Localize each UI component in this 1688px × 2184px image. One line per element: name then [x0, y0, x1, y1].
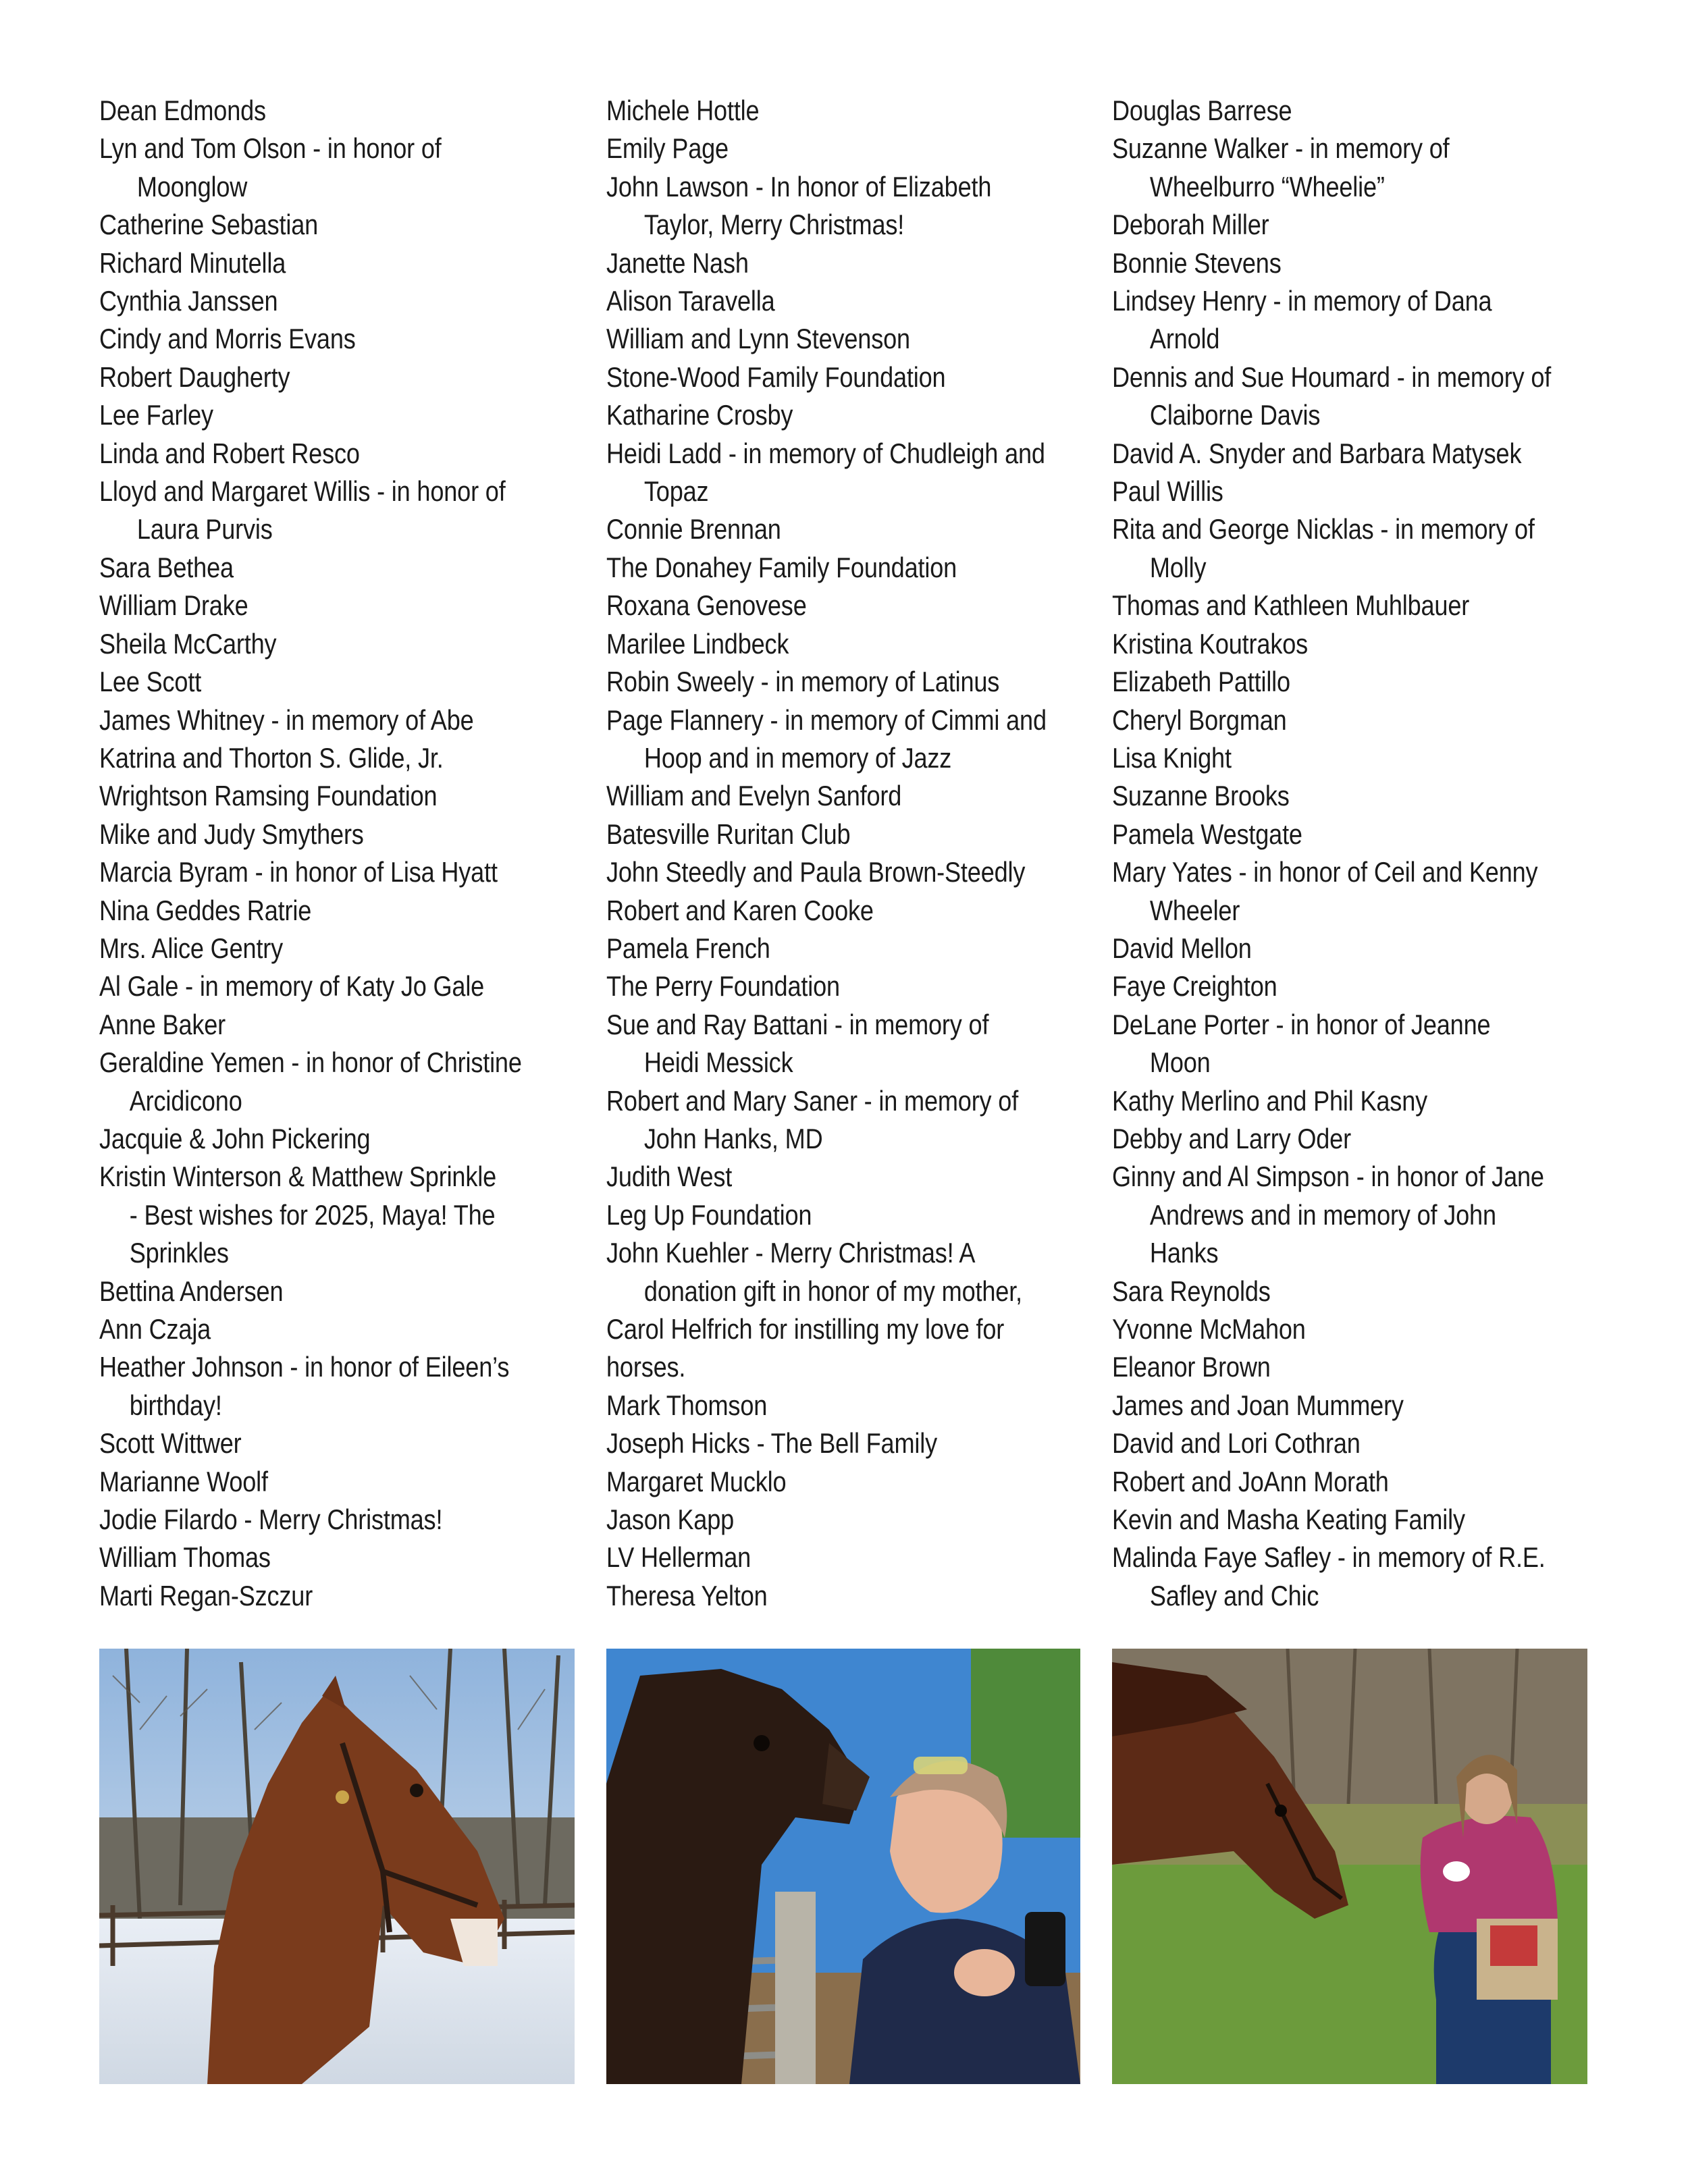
donor-name: Heidi Ladd - in memory of Chudleigh and [606, 437, 1045, 469]
donor-name: William and Evelyn Sanford [606, 780, 902, 812]
donor-name: Robert and Karen Cooke [606, 894, 874, 926]
donor-name: Sara Reynolds [1112, 1275, 1271, 1307]
donor-entry [1112, 358, 1552, 435]
donor-name: Geraldine Yemen - in honor of Christine [99, 1046, 522, 1079]
donor-entry [1112, 1082, 1530, 1120]
donor-entry [1112, 701, 1530, 739]
donor-name: John Kuehler - Merry Christmas! A [606, 1237, 976, 1269]
donor-dedication-line: - Best wishes for 2025, Maya! The [129, 1198, 496, 1231]
donor-name: Judith West [606, 1161, 733, 1193]
donor-entry [606, 892, 1024, 930]
donor-entry [99, 930, 517, 967]
donor-entry [99, 1158, 517, 1272]
donor-entry [99, 853, 517, 891]
donor-name: Heather Johnson - in honor of Eileen’s [99, 1351, 510, 1383]
donor-name: James Whitney - in memory of Abe [99, 703, 474, 736]
donor-entry [606, 587, 1024, 624]
donor-entry [606, 549, 1024, 587]
donor-name: Connie Brennan [606, 513, 781, 545]
donor-entry [99, 1310, 517, 1348]
donor-name: Sheila McCarthy [99, 627, 277, 660]
donor-entry [99, 892, 517, 930]
donor-entry [1112, 1158, 1544, 1272]
donor-entry [606, 1006, 1024, 1082]
donor-entry [99, 587, 517, 624]
donor-entry [606, 358, 1024, 396]
donor-name: Bettina Andersen [99, 1275, 284, 1307]
donor-name: Sue and Ray Battani - in memory of [606, 1008, 989, 1040]
donor-name: Michele Hottle [606, 95, 760, 126]
donor-name: Richard Minutella [99, 246, 286, 279]
donor-entry [99, 1463, 517, 1501]
donor-name: Mrs. Alice Gentry [99, 932, 284, 964]
donor-entry [606, 1424, 1024, 1462]
donor-name: Deborah Miller [1112, 209, 1269, 241]
donor-dedication-line: Taylor, Merry Christmas! [643, 209, 905, 241]
donor-name: David Mellon [1112, 932, 1252, 964]
horse-field-image [1112, 1649, 1587, 2084]
donor-entry [99, 777, 517, 815]
donor-name: James and Joan Mummery [1112, 1389, 1404, 1421]
donor-dedication-line: Moonglow [136, 170, 248, 203]
donor-entry [606, 168, 1024, 244]
donor-entry [606, 320, 1024, 358]
donor-entry [99, 396, 517, 434]
donor-entry [606, 435, 1045, 511]
donor-dedication-line: Andrews and in memory of John [1149, 1198, 1496, 1231]
donor-name: David A. Snyder and Barbara Matysek [1112, 437, 1522, 469]
donor-entry [1112, 1348, 1530, 1386]
donor-entry [99, 1120, 517, 1158]
donor-entry [606, 1196, 1024, 1234]
donor-name: Linda and Robert Resco [99, 437, 360, 469]
donor-name: Marcia Byram - in honor of Lisa Hyatt [99, 856, 498, 888]
donor-name: Leg Up Foundation [606, 1198, 812, 1231]
donor-entry [1112, 967, 1530, 1005]
donor-name: Alison Taravella [606, 285, 775, 317]
donor-name: Jacquie & John Pickering [99, 1122, 371, 1154]
donor-name: Catherine Sebastian [99, 209, 319, 241]
donor-entry [606, 1310, 1024, 1348]
donor-name: Wrightson Ramsing Foundation [99, 780, 438, 812]
donor-name: Dean Edmonds [99, 95, 266, 126]
donor-name: Katrina and Thorton S. Glide, Jr. [99, 741, 444, 774]
donor-entry [1112, 1539, 1546, 1615]
donor-name: Carol Helfrich for instilling my love for [606, 1313, 1005, 1345]
donor-entry [1112, 777, 1530, 815]
donor-name: Roxana Genovese [606, 589, 807, 622]
donor-entry [99, 663, 517, 701]
donor-entry [1112, 510, 1535, 587]
donor-name: William and Lynn Stevenson [606, 323, 910, 355]
donor-name: Robert and Mary Saner - in memory of [606, 1084, 1019, 1117]
donor-entry [1112, 587, 1530, 624]
horse-snow-image [99, 1649, 575, 2084]
donor-dedication-line: Safley and Chic [1149, 1579, 1319, 1612]
donor-entry [1112, 1424, 1530, 1462]
donor-column-1 [99, 92, 522, 1615]
donor-entry [1112, 244, 1530, 282]
donor-name: The Donahey Family Foundation [606, 551, 957, 583]
donor-name: Ann Czaja [99, 1313, 211, 1345]
donor-entry [99, 92, 517, 130]
donor-name: Nina Geddes Ratrie [99, 894, 312, 926]
donor-name: Pamela Westgate [1112, 818, 1302, 850]
donor-dedication-line: Molly [1149, 551, 1207, 583]
donor-name: Jason Kapp [606, 1503, 735, 1536]
donor-dedication-line: Heidi Messick [643, 1046, 793, 1079]
donor-name: Kristin Winterson & Matthew Sprinkle [99, 1161, 496, 1193]
photo-horse-woman-smiling [606, 1649, 1080, 2084]
donor-entry [606, 282, 1024, 320]
donor-name: Eleanor Brown [1112, 1351, 1271, 1383]
donor-name: LV Hellerman [606, 1541, 751, 1574]
donor-entry [99, 358, 517, 396]
donor-name: Joseph Hicks - The Bell Family [606, 1427, 937, 1460]
donor-name: Marilee Lindbeck [606, 627, 789, 660]
donor-column-2 [606, 92, 1047, 1615]
donor-entry [606, 1082, 1024, 1158]
donor-entry [99, 701, 517, 739]
donor-name: Mike and Judy Smythers [99, 818, 364, 850]
donor-name: Kathy Merlino and Phil Kasny [1112, 1084, 1428, 1117]
donor-name: Robert and JoAnn Morath [1112, 1465, 1389, 1497]
donor-entry [1112, 816, 1530, 853]
donor-name: Debby and Larry Oder [1112, 1122, 1351, 1154]
donor-entry [606, 1501, 1024, 1539]
donor-name: Thomas and Kathleen Muhlbauer [1112, 589, 1470, 622]
donor-entry [606, 625, 1024, 663]
donor-entry [99, 625, 517, 663]
donor-name: Katharine Crosby [606, 399, 793, 431]
donor-name: Sara Bethea [99, 551, 234, 583]
donor-name: Pamela French [606, 932, 770, 964]
donor-entry [99, 1044, 522, 1120]
donor-entry [606, 701, 1047, 778]
donor-entry [1112, 1387, 1530, 1424]
donor-entry [1112, 473, 1530, 510]
donor-name: William Drake [99, 589, 248, 622]
photo-horse-woman-field [1112, 1649, 1587, 2084]
donor-entry [99, 320, 517, 358]
donor-dedication-line: Wheelburro “Wheelie” [1149, 170, 1385, 203]
donor-name: Jodie Filardo - Merry Christmas! [99, 1503, 443, 1536]
donor-name: Malinda Faye Safley - in memory of R.E. [1112, 1541, 1546, 1574]
horse-woman-image [606, 1649, 1080, 2084]
donor-name: Marti Regan-Szczur [99, 1579, 313, 1612]
donor-name: Lee Scott [99, 666, 202, 698]
donor-entry [1112, 206, 1530, 244]
donor-name: John Steedly and Paula Brown-Steedly [606, 856, 1026, 888]
donor-entry [606, 1463, 1024, 1501]
donor-entry [606, 510, 1024, 548]
donor-name: Douglas Barrese [1112, 95, 1292, 126]
donor-entry [1112, 853, 1538, 930]
donor-name: Mark Thomson [606, 1389, 768, 1421]
donor-dedication-line: birthday! [129, 1389, 222, 1421]
donor-entry [99, 473, 517, 549]
donor-entry [606, 1539, 1024, 1576]
donor-entry [99, 206, 517, 244]
donor-dedication-line: donation gift in honor of my mother, [643, 1275, 1022, 1307]
donor-entry [606, 130, 1024, 167]
donor-entry [1112, 130, 1530, 206]
donor-name: Emily Page [606, 132, 729, 165]
donor-name: Kristina Koutrakos [1112, 627, 1309, 660]
donor-entry [99, 1577, 517, 1615]
donor-entry [1112, 1273, 1530, 1310]
donor-entry [606, 777, 1024, 815]
donor-name: Lyn and Tom Olson - in honor of [99, 132, 442, 165]
donor-name: Page Flannery - in memory of Cimmi and [606, 703, 1047, 736]
donor-dedication-line: Hoop and in memory of Jazz [643, 741, 952, 774]
donor-name: William Thomas [99, 1541, 271, 1574]
donor-dedication-line: John Hanks, MD [643, 1122, 823, 1154]
donor-column-3 [1112, 92, 1552, 1615]
donor-dedication-line: Arnold [1149, 323, 1220, 355]
donor-name: The Perry Foundation [606, 970, 840, 1003]
donor-entry [99, 967, 517, 1005]
donor-entry [606, 1387, 1024, 1424]
donor-name: Lindsey Henry - in memory of Dana [1112, 285, 1492, 317]
donor-entry [606, 1158, 1024, 1196]
donor-entry [1112, 1463, 1530, 1501]
donor-entry [99, 1348, 517, 1424]
donor-name: Scott Wittwer [99, 1427, 242, 1460]
donor-dedication-line: Arcidicono [129, 1084, 242, 1117]
donor-name: John Lawson - In honor of Elizabeth [606, 170, 992, 203]
donor-entry [99, 739, 517, 777]
donor-entry [1112, 663, 1530, 701]
donor-entry [606, 396, 1024, 434]
donor-name: Elizabeth Pattillo [1112, 666, 1290, 698]
donor-entry [1112, 282, 1530, 358]
donor-entry [606, 1348, 1024, 1386]
donor-name: Kevin and Masha Keating Family [1112, 1503, 1465, 1536]
donor-name: Mary Yates - in honor of Ceil and Kenny [1112, 856, 1538, 888]
donor-name: Al Gale - in memory of Katy Jo Gale [99, 970, 485, 1003]
donor-entry [606, 663, 1024, 701]
donor-name: Stone-Wood Family Foundation [606, 361, 946, 393]
donor-dedication-line: Laura Purvis [136, 513, 273, 545]
donor-dedication-line: Hanks [1149, 1237, 1219, 1269]
donor-entry [606, 1577, 1024, 1615]
donor-dedication-line: Wheeler [1149, 894, 1240, 926]
donor-entry [99, 244, 517, 282]
donor-entry [99, 816, 517, 853]
donor-dedication-line: Moon [1149, 1046, 1211, 1079]
donor-entry [99, 1501, 517, 1539]
donor-entry [1112, 739, 1530, 777]
donor-dedication-line: Sprinkles [129, 1237, 229, 1269]
donor-entry [99, 549, 517, 587]
donor-entry [1112, 1501, 1530, 1539]
donor-entry [606, 930, 1024, 967]
donor-name: Batesville Ruritan Club [606, 818, 851, 850]
donor-name: Marianne Woolf [99, 1465, 268, 1497]
donor-name: Paul Willis [1112, 475, 1223, 508]
donor-name: Cheryl Borgman [1112, 703, 1287, 736]
photo-horse-snow [99, 1649, 575, 2084]
donor-name: Robin Sweely - in memory of Latinus [606, 666, 1000, 698]
donor-name: Lisa Knight [1112, 741, 1232, 774]
donor-entry [99, 1006, 517, 1044]
donor-entry [1112, 1310, 1530, 1348]
donor-name: Yvonne McMahon [1112, 1313, 1306, 1345]
donor-entry [99, 1424, 517, 1462]
donor-entry [1112, 930, 1530, 967]
donor-name: Robert Daugherty [99, 361, 290, 393]
donor-name: Rita and George Nicklas - in memory of [1112, 513, 1535, 545]
donor-entry [1112, 1120, 1530, 1158]
donor-dedication-line: Claiborne Davis [1149, 399, 1321, 431]
donor-name: Theresa Yelton [606, 1579, 768, 1612]
donor-entry [606, 967, 1024, 1005]
donor-name: Lloyd and Margaret Willis - in honor of [99, 475, 506, 508]
donor-name: Faye Creighton [1112, 970, 1277, 1003]
donor-name: Dennis and Sue Houmard - in memory of [1112, 361, 1552, 393]
donor-name: horses. [606, 1351, 686, 1383]
donor-entry [1112, 435, 1530, 473]
donor-name: Cindy and Morris Evans [99, 323, 356, 355]
donor-entry [606, 92, 1024, 130]
donor-entry [99, 435, 517, 473]
donor-entry [99, 130, 517, 206]
donor-name: Bonnie Stevens [1112, 246, 1282, 279]
donor-entry [99, 1273, 517, 1310]
donor-name: Anne Baker [99, 1008, 226, 1040]
donor-name: Ginny and Al Simpson - in honor of Jane [1112, 1161, 1544, 1193]
donor-dedication-line: Topaz [643, 475, 709, 508]
donor-name: Margaret Mucklo [606, 1465, 787, 1497]
donor-name: Suzanne Brooks [1112, 780, 1290, 812]
donor-name: Lee Farley [99, 399, 213, 431]
donor-entry [606, 816, 1024, 853]
donor-entry [606, 1234, 1024, 1310]
donor-name: Suzanne Walker - in memory of [1112, 132, 1450, 165]
donor-entry [606, 853, 1024, 891]
donor-entry [99, 1539, 517, 1576]
donor-name: DeLane Porter - in honor of Jeanne [1112, 1008, 1491, 1040]
donor-entry [1112, 92, 1530, 130]
donor-name: Cynthia Janssen [99, 285, 278, 317]
donor-name: Janette Nash [606, 246, 749, 279]
donor-entry [99, 282, 517, 320]
donor-name: David and Lori Cothran [1112, 1427, 1361, 1460]
donor-entry [1112, 625, 1530, 663]
donor-entry [606, 244, 1024, 282]
donor-entry [1112, 1006, 1530, 1082]
